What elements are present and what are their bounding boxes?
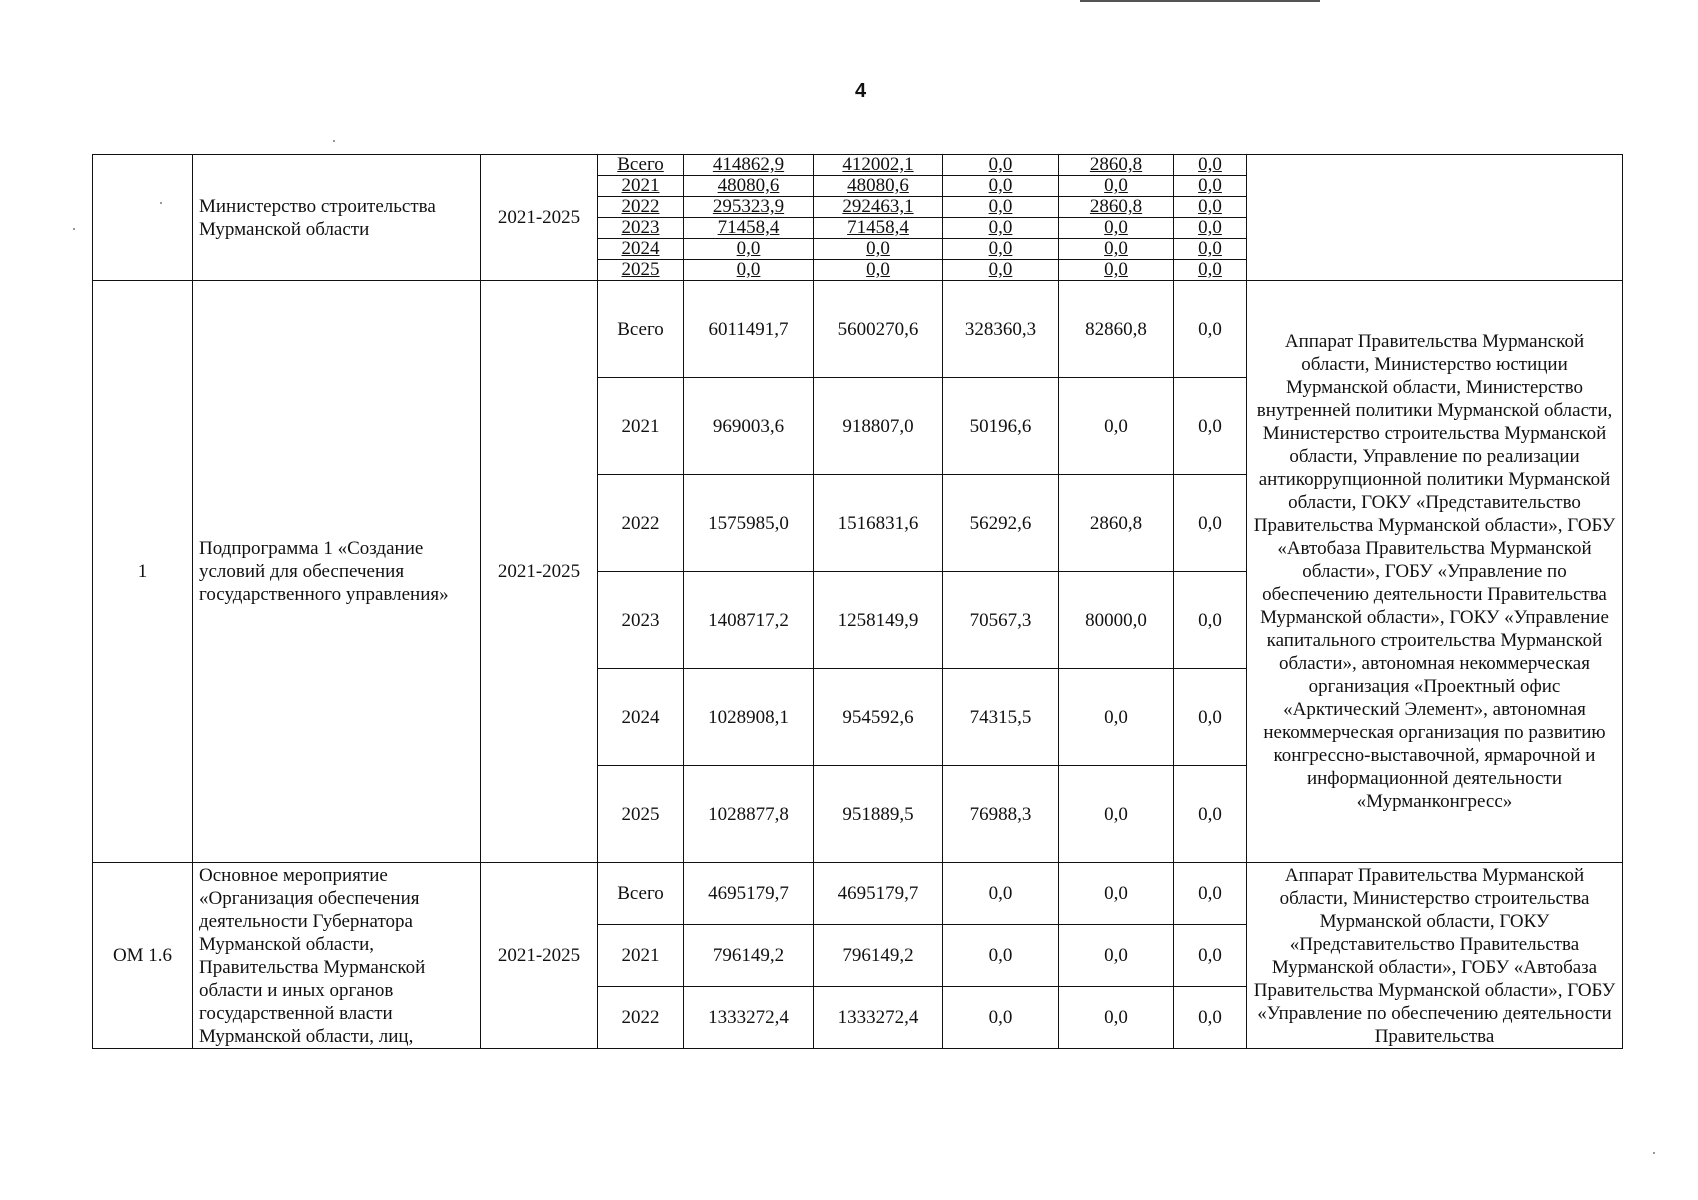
year-cell: 2021 [598, 176, 684, 197]
row-period: 2021-2025 [481, 155, 598, 281]
value-federal: 0,0 [943, 863, 1059, 925]
value-other: 0,0 [1174, 925, 1247, 987]
value-local: 2860,8 [1059, 197, 1174, 218]
value-federal: 328360,3 [943, 281, 1059, 378]
value-local: 82860,8 [1059, 281, 1174, 378]
row-id [93, 155, 193, 281]
value-local: 0,0 [1059, 987, 1174, 1049]
value-regional: 4695179,7 [814, 863, 943, 925]
table-row [93, 155, 1623, 176]
value-local: 0,0 [1059, 378, 1174, 475]
row-id: 1 [93, 281, 193, 863]
value-federal: 0,0 [943, 987, 1059, 1049]
value-federal: 76988,3 [943, 766, 1059, 863]
value-federal: 0,0 [943, 218, 1059, 239]
value-total: 414862,9 [684, 155, 814, 176]
year-cell: 2024 [598, 669, 684, 766]
row-period: 2021-2025 [481, 863, 598, 1049]
value-total: 71458,4 [684, 218, 814, 239]
scan-speck [333, 140, 335, 142]
value-total: 1028908,1 [684, 669, 814, 766]
year-cell: Всего [598, 863, 684, 925]
value-local: 0,0 [1059, 863, 1174, 925]
year-cell: 2021 [598, 925, 684, 987]
value-regional: 1258149,9 [814, 572, 943, 669]
value-local: 0,0 [1059, 176, 1174, 197]
year-cell: 2025 [598, 766, 684, 863]
value-regional: 951889,5 [814, 766, 943, 863]
value-other: 0,0 [1174, 281, 1247, 378]
value-other: 0,0 [1174, 260, 1247, 281]
row-id: ОМ 1.6 [93, 863, 193, 1049]
value-other: 0,0 [1174, 572, 1247, 669]
value-federal: 70567,3 [943, 572, 1059, 669]
value-regional: 796149,2 [814, 925, 943, 987]
value-federal: 74315,5 [943, 669, 1059, 766]
value-total: 4695179,7 [684, 863, 814, 925]
value-other: 0,0 [1174, 475, 1247, 572]
value-local: 0,0 [1059, 669, 1174, 766]
row-executors: Аппарат Правительства Мурманской области, Министерство юстиции Мурманской области, Министерство внутренней политики Мурманской области, Министерство строительства Мурманской области, Управление по реализации антикоррупционной политики Мурманской области, ГОКУ «Представительство Правительства Мурманской области», ГОБУ «Автобаза Правительства Мурманской области», ГОБУ «Управление по обеспечению деятельности Правительства Мурманской области», ГОКУ «Управление капитального строительства Мурманской области», автономная некоммерческая организация «Проектный офис «Арктический Элемент», автономная некоммерческая организация по развитию конгрессно-выставочной, ярмарочной и информационной деятельности «Мурманконгресс» [1247, 281, 1623, 863]
table-row [93, 863, 1623, 925]
value-other: 0,0 [1174, 766, 1247, 863]
row-executors: Аппарат Правительства Мурманской области, Министерство строительства Мурманской области, ГОКУ «Представительство Правительства Мурманской области», ГОБУ «Автобаза Правительства Мурманской области», ГОБУ «Управление по обеспечению деятельности Правительства [1247, 863, 1623, 1049]
value-local: 80000,0 [1059, 572, 1174, 669]
value-total: 1575985,0 [684, 475, 814, 572]
value-federal: 0,0 [943, 155, 1059, 176]
value-regional: 5600270,6 [814, 281, 943, 378]
value-federal: 0,0 [943, 176, 1059, 197]
year-cell: 2023 [598, 218, 684, 239]
value-total: 969003,6 [684, 378, 814, 475]
value-other: 0,0 [1174, 863, 1247, 925]
value-federal: 0,0 [943, 197, 1059, 218]
scan-speck [73, 228, 75, 230]
value-regional: 0,0 [814, 260, 943, 281]
row-executors [1247, 155, 1623, 281]
value-other: 0,0 [1174, 218, 1247, 239]
value-other: 0,0 [1174, 378, 1247, 475]
value-local: 0,0 [1059, 239, 1174, 260]
row-period: 2021-2025 [481, 281, 598, 863]
value-federal: 0,0 [943, 260, 1059, 281]
value-local: 2860,8 [1059, 475, 1174, 572]
value-federal: 0,0 [943, 925, 1059, 987]
value-federal: 0,0 [943, 239, 1059, 260]
year-cell: Всего [598, 155, 684, 176]
value-local: 0,0 [1059, 925, 1174, 987]
value-total: 0,0 [684, 260, 814, 281]
value-total: 295323,9 [684, 197, 814, 218]
top-rule [1080, 0, 1320, 2]
year-cell: 2022 [598, 197, 684, 218]
value-regional: 71458,4 [814, 218, 943, 239]
value-local: 0,0 [1059, 260, 1174, 281]
year-cell: 2022 [598, 987, 684, 1049]
table-row [93, 281, 1623, 378]
value-regional: 1333272,4 [814, 987, 943, 1049]
value-local: 0,0 [1059, 218, 1174, 239]
value-other: 0,0 [1174, 176, 1247, 197]
value-other: 0,0 [1174, 155, 1247, 176]
value-total: 1408717,2 [684, 572, 814, 669]
scan-speck [1653, 1152, 1655, 1154]
year-cell: Всего [598, 281, 684, 378]
value-regional: 918807,0 [814, 378, 943, 475]
row-name: Министерство строительства Мурманской области [193, 155, 481, 281]
value-total: 0,0 [684, 239, 814, 260]
year-cell: 2025 [598, 260, 684, 281]
page-number: 4 [854, 80, 867, 102]
value-other: 0,0 [1174, 987, 1247, 1049]
value-regional: 412002,1 [814, 155, 943, 176]
year-cell: 2021 [598, 378, 684, 475]
value-other: 0,0 [1174, 669, 1247, 766]
value-total: 1333272,4 [684, 987, 814, 1049]
value-local: 2860,8 [1059, 155, 1174, 176]
year-cell: 2023 [598, 572, 684, 669]
year-cell: 2024 [598, 239, 684, 260]
value-total: 48080,6 [684, 176, 814, 197]
value-federal: 50196,6 [943, 378, 1059, 475]
value-local: 0,0 [1059, 766, 1174, 863]
row-name: Подпрограмма 1 «Создание условий для обеспечения государственного управления» [193, 281, 481, 863]
value-other: 0,0 [1174, 239, 1247, 260]
year-cell: 2022 [598, 475, 684, 572]
value-regional: 0,0 [814, 239, 943, 260]
budget-table [92, 154, 1623, 1049]
value-total: 796149,2 [684, 925, 814, 987]
value-total: 6011491,7 [684, 281, 814, 378]
value-other: 0,0 [1174, 197, 1247, 218]
value-federal: 56292,6 [943, 475, 1059, 572]
value-regional: 1516831,6 [814, 475, 943, 572]
value-total: 1028877,8 [684, 766, 814, 863]
value-regional: 954592,6 [814, 669, 943, 766]
value-regional: 48080,6 [814, 176, 943, 197]
row-name: Основное мероприятие «Организация обеспечения деятельности Губернатора Мурманской области, Правительства Мурманской области и иных органов государственной власти Мурманской области, лиц, [193, 863, 481, 1049]
value-regional: 292463,1 [814, 197, 943, 218]
